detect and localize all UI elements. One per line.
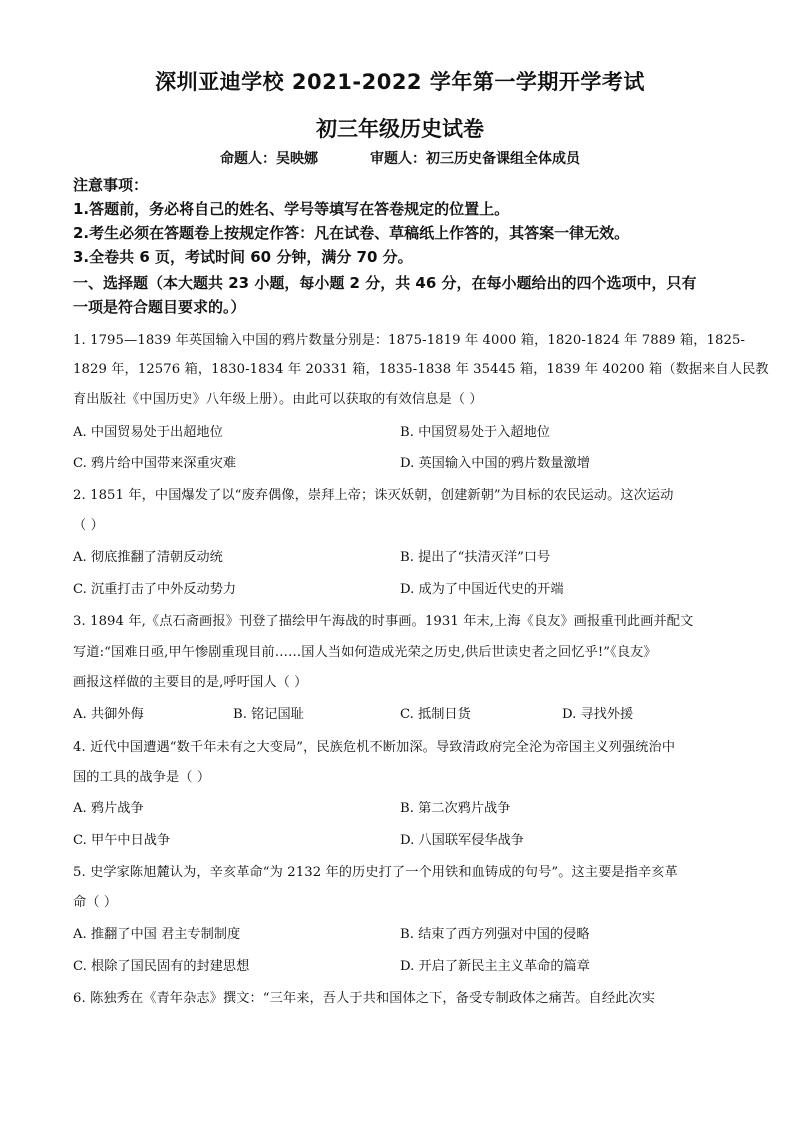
note-item: 1.答题前，务必将自己的姓名、学号等填写在答卷规定的位置上。 — [73, 200, 510, 218]
question-3-option-c: C. 抵制日货 — [400, 707, 471, 722]
notes-heading: 注意事项： — [73, 176, 149, 194]
question-2-option-d: D. 成为了中国近代史的开端 — [400, 582, 564, 597]
question-1-text: 1. 1795—1839 年英国输入中国的鸦片数量分别是：1875-1819 年 4000 箱，1820-1824 年 7889 箱，1825- — [73, 333, 746, 348]
question-4-option-c: C. 甲午中日战争 — [73, 833, 171, 848]
question-1-text: 1829 年，12576 箱，1830-1834 年 20331 箱，1835-1838 年 35445 箱，1839 年 40200 箱（数据来自人民教 — [73, 362, 769, 377]
question-6-text: 6. 陈独秀在《青年杂志》撰文：“三年来，吾人于共和国体之下，备受专制政体之痛苦。自经此次实 — [73, 991, 655, 1006]
author: 命题人：吴映娜 — [220, 151, 318, 167]
authors-line — [0, 148, 800, 168]
note-item: 2.考生必须在答题卷上按规定作答：凡在试卷、草稿纸上作答的，其答案一律无效。 — [73, 224, 630, 242]
question-5-text: 5. 史学家陈旭麓认为，辛亥革命“为 2132 年的历史打了一个用铁和血铸成的句号”。这主要是指辛亥革 — [73, 865, 678, 880]
question-4-option-a: A. 鸦片战争 — [73, 801, 144, 816]
exam-title: 深圳亚迪学校 2021-2022 学年第一学期开学考试 — [155, 70, 645, 94]
question-1-option-b: B. 中国贸易处于入超地位 — [400, 425, 550, 440]
question-5-option-b: B. 结束了西方列强对中国的侵略 — [400, 927, 590, 942]
note-item: 3.全卷共 6 页，考试时间 60 分钟，满分 70 分。 — [73, 248, 413, 266]
question-5-text: 命（ ） — [73, 895, 118, 910]
section-heading: 一、选择题（本大题共 23 小题，每小题 2 分，共 46 分，在每小题给出的四个选项中，只有 — [73, 274, 697, 292]
question-4-text: 国的工具的战争是（ ） — [73, 770, 211, 785]
question-2-option-c: C. 沉重打击了中外反动势力 — [73, 582, 237, 597]
question-2-option-a: A. 彻底推翻了清朝反动统 — [73, 550, 223, 565]
exam-subtitle: 初三年级历史试卷 — [316, 117, 484, 141]
question-5-option-a: A. 推翻了中国 君主专制制度 — [73, 927, 241, 942]
question-5-option-c: C. 根除了国民固有的封建思想 — [73, 959, 250, 974]
question-3-text: 写道:“国难日亟,甲午惨剧重现目前……国人当如何造成光荣之历史,供后世读史者之回忆乎!”《良友》 — [73, 645, 657, 660]
question-3-option-d: D. 寻找外援 — [562, 707, 634, 722]
question-2-text: 2. 1851 年，中国爆发了以“废弃偶像，崇拜上帝；诛灭妖朝，创建新朝”为目标的农民运动。这次运动 — [73, 488, 674, 503]
question-2-text: （ ） — [73, 518, 104, 533]
question-3-option-b: B. 铭记国耻 — [233, 707, 304, 722]
reviewer: 审题人：初三历史备课组全体成员 — [370, 151, 580, 167]
question-5-option-d: D. 开启了新民主主义革命的篇章 — [400, 959, 590, 974]
question-4-option-b: B. 第二次鸦片战争 — [400, 801, 511, 816]
question-1-option-a: A. 中国贸易处于出超地位 — [73, 425, 223, 440]
question-3-text: 画报这样做的主要目的是,呼吁国人（ ） — [73, 675, 308, 690]
question-4-option-d: D. 八国联军侵华战争 — [400, 833, 524, 848]
question-1-text: 育出版社《中国历史》八年级上册）。由此可以获取的有效信息是（ ） — [73, 392, 483, 407]
question-1-option-d: D. 英国输入中国的鸦片数量激增 — [400, 456, 590, 471]
question-3-option-a: A. 共御外侮 — [73, 707, 144, 722]
question-2-option-b: B. 提出了“扶清灭洋”口号 — [400, 550, 551, 565]
question-1-option-c: C. 鸦片给中国带来深重灾难 — [73, 456, 237, 471]
question-3-text: 3. 1894 年,《点石斋画报》刊登了描绘甲午海战的时事画。1931 年末,上海《良友》画报重刊此画并配文 — [73, 614, 694, 629]
question-4-text: 4. 近代中国遭遇“数千年未有之大变局”，民族危机不断加深。导致清政府完全沦为帝国主义列强统治中 — [73, 740, 676, 755]
section-heading: 一项是符合题目要求的。） — [73, 298, 246, 316]
